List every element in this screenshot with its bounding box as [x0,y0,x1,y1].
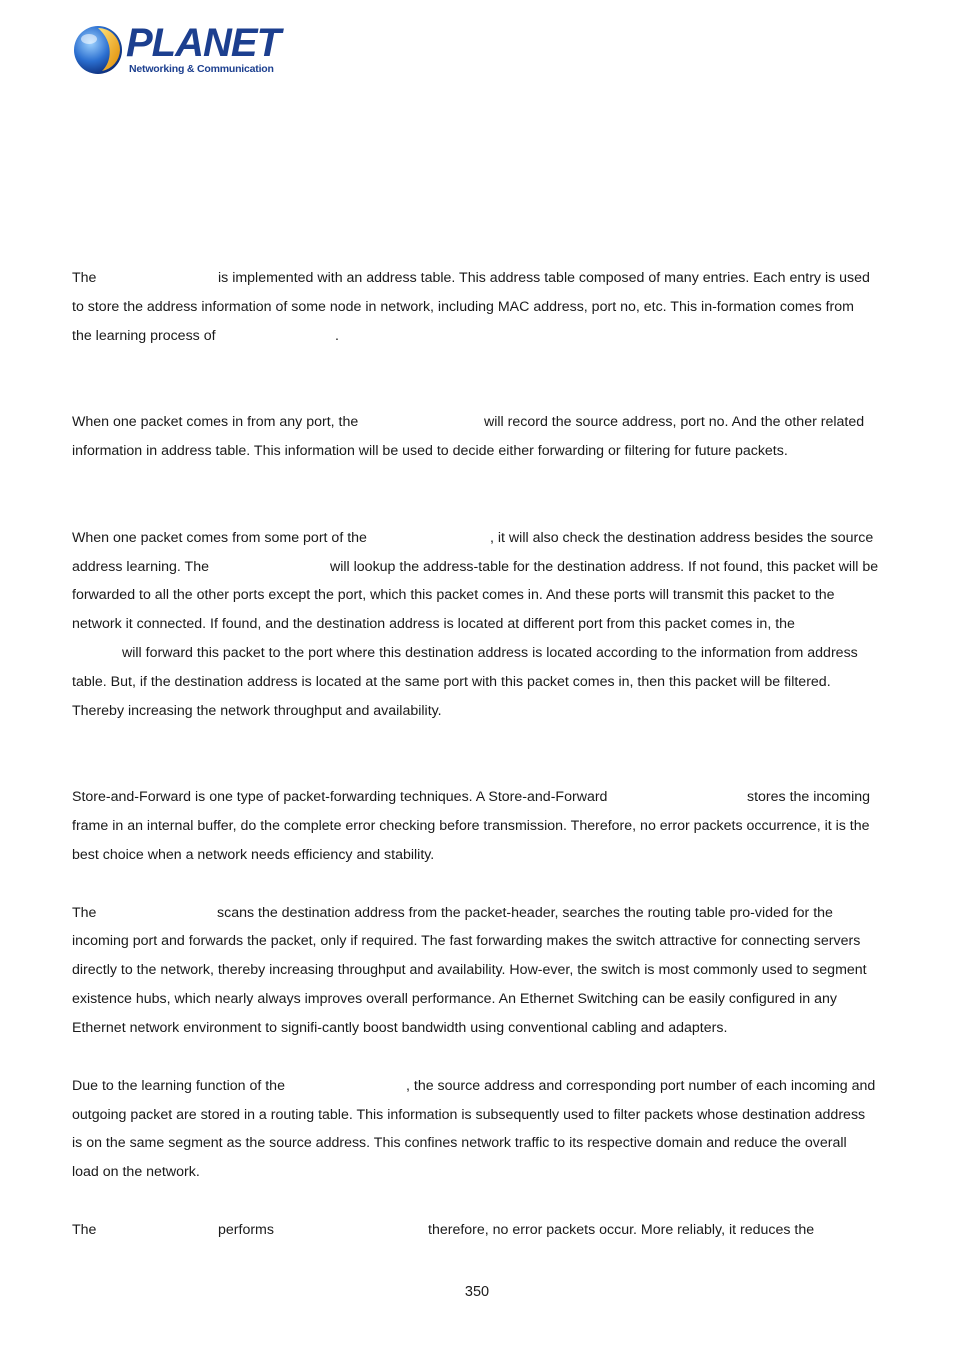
text-segment: load on the network. [72,1164,200,1180]
globe-icon [72,24,124,76]
text-segment: Due to the learning function of the [72,1078,285,1094]
text-segment: When one packet comes in from any port, the [72,414,359,430]
text-segment: the learning process of [72,328,216,344]
text-segment: When one packet comes from some port of the [72,530,367,546]
text-segment: will lookup the address-table for the destination address. If not found, this packet will be [330,559,879,575]
text-segment: is implemented with an address table. This address table composed of many entries. Each entry is used [218,270,870,286]
text-segment: Store-and-Forward is one type of packet-forwarding techniques. A Store-and-Forward [72,789,608,805]
text-segment: outgoing packet are stored in a routing table. This information is subsequently used to filter packets whose destination address [72,1107,866,1123]
text-segment: existence hubs, which nearly always improves overall performance. An Ethernet Switching can be easily configured in any [72,991,837,1007]
text-segment: forwarded to all the other ports except the port, which this packet comes in. And these ports will transmit this packet to the [72,587,835,603]
text-segment: . [335,328,339,344]
planet-logo [72,21,280,78]
text-segment: therefore, no error packets occur. More reliably, it reduces the [428,1222,815,1238]
text-segment: , the source address and corresponding port number of each incoming and [406,1078,876,1094]
text-segment: will forward this packet to the port where this destination address is located according to the information from address [122,645,858,661]
text-segment: The [72,1222,97,1238]
logo-wordmark: PLANET [126,21,280,65]
text-segment: incoming port and forwards the packet, only if required. The fast forwarding makes the switch attractive for connecting servers [72,933,861,949]
text-segment: best choice when a network needs efficiency and stability. [72,847,435,863]
text-segment: information in address table. This information will be used to decide either forwarding or filtering for future packets. [72,443,788,459]
text-segment: Ethernet network environment to signifi-cantly boost bandwidth using conventional cabling and adapters. [72,1020,728,1036]
text-segment: stores the incoming [747,789,871,805]
text-segment: The [72,905,97,921]
text-segment: scans the destination address from the packet-header, searches the routing table pro-vided for the [217,905,833,921]
text-segment: is on the same segment as the source address. This confines network traffic to its respective domain and reduce the overall [72,1135,847,1151]
text-segment: The [72,270,97,286]
text-segment: to store the address information of some node in network, including MAC address, port no, etc. This in-formation comes from [72,299,854,315]
text-segment: table. But, if the destination address is located at the same port with this packet comes in, then this packet will be filtered. [72,674,831,690]
text-segment: , it will also check the destination address besides the source [490,530,874,546]
page-number: 350 [464,1284,490,1300]
text-segment: will record the source address, port no. And the other related [484,414,865,430]
text-segment: address learning. The [72,559,209,575]
text-segment: network it connected. If found, and the destination address is located at different port from this packet comes in, the [72,616,795,632]
logo-tagline: Networking & Communication [129,63,274,75]
text-segment: performs [218,1222,274,1238]
text-segment: directly to the network, thereby increasing throughput and availability. How-ever, the switch is most commonly used to segment [72,962,867,978]
text-segment: frame in an internal buffer, do the complete error checking before transmission. Therefore, no error packets occurrence, it is the [72,818,870,834]
text-segment: Thereby increasing the network throughput and availability. [72,703,442,719]
